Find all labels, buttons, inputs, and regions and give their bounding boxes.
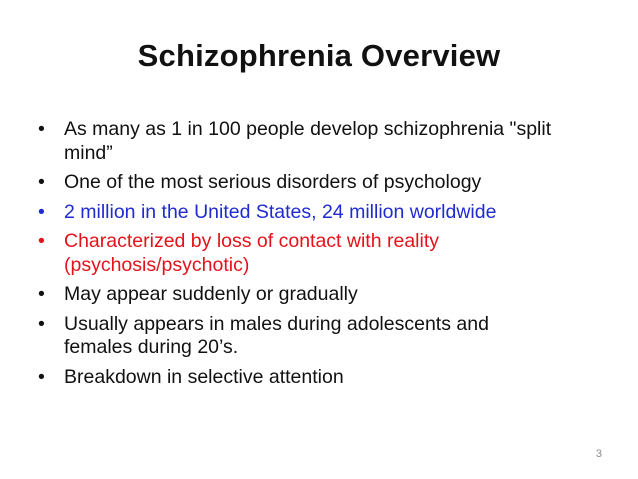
bullet-text: One of the most serious disorders of psychology: [64, 171, 482, 193]
bullet-dot-icon: •: [38, 171, 45, 193]
bullet-item: [38, 366, 618, 390]
bullet-item: [38, 171, 618, 195]
bullet-dot-icon: •: [38, 118, 45, 140]
bullet-dot-icon: •: [38, 312, 45, 335]
page-number: 3: [595, 448, 602, 460]
bullet-text: As many as 1 in 100 people develop schizophrenia "split mind”: [64, 118, 552, 164]
bullet-text: 2 million in the United States, 24 million worldwide: [64, 200, 497, 223]
bullet-list: [38, 118, 618, 395]
bullet-dot-icon: •: [38, 230, 45, 252]
bullet-item: [38, 201, 618, 225]
bullet-text: Usually appears in males during adolescents and females during 20’s.: [64, 312, 489, 358]
bullet-dot-icon: •: [38, 283, 45, 305]
bullet-item: [38, 313, 618, 360]
slide-title: Schizophrenia Overview: [137, 38, 501, 73]
bullet-item: [38, 118, 618, 165]
bullet-text: Breakdown in selective attention: [64, 365, 344, 388]
bullet-dot-icon: •: [38, 365, 45, 388]
bullet-text: Characterized by loss of contact with reality (psychosis/psychotic): [64, 230, 439, 276]
bullet-text: May appear suddenly or gradually: [64, 283, 358, 305]
bullet-item: [38, 283, 618, 307]
bullet-dot-icon: •: [38, 200, 45, 223]
bullet-item: [38, 230, 618, 277]
